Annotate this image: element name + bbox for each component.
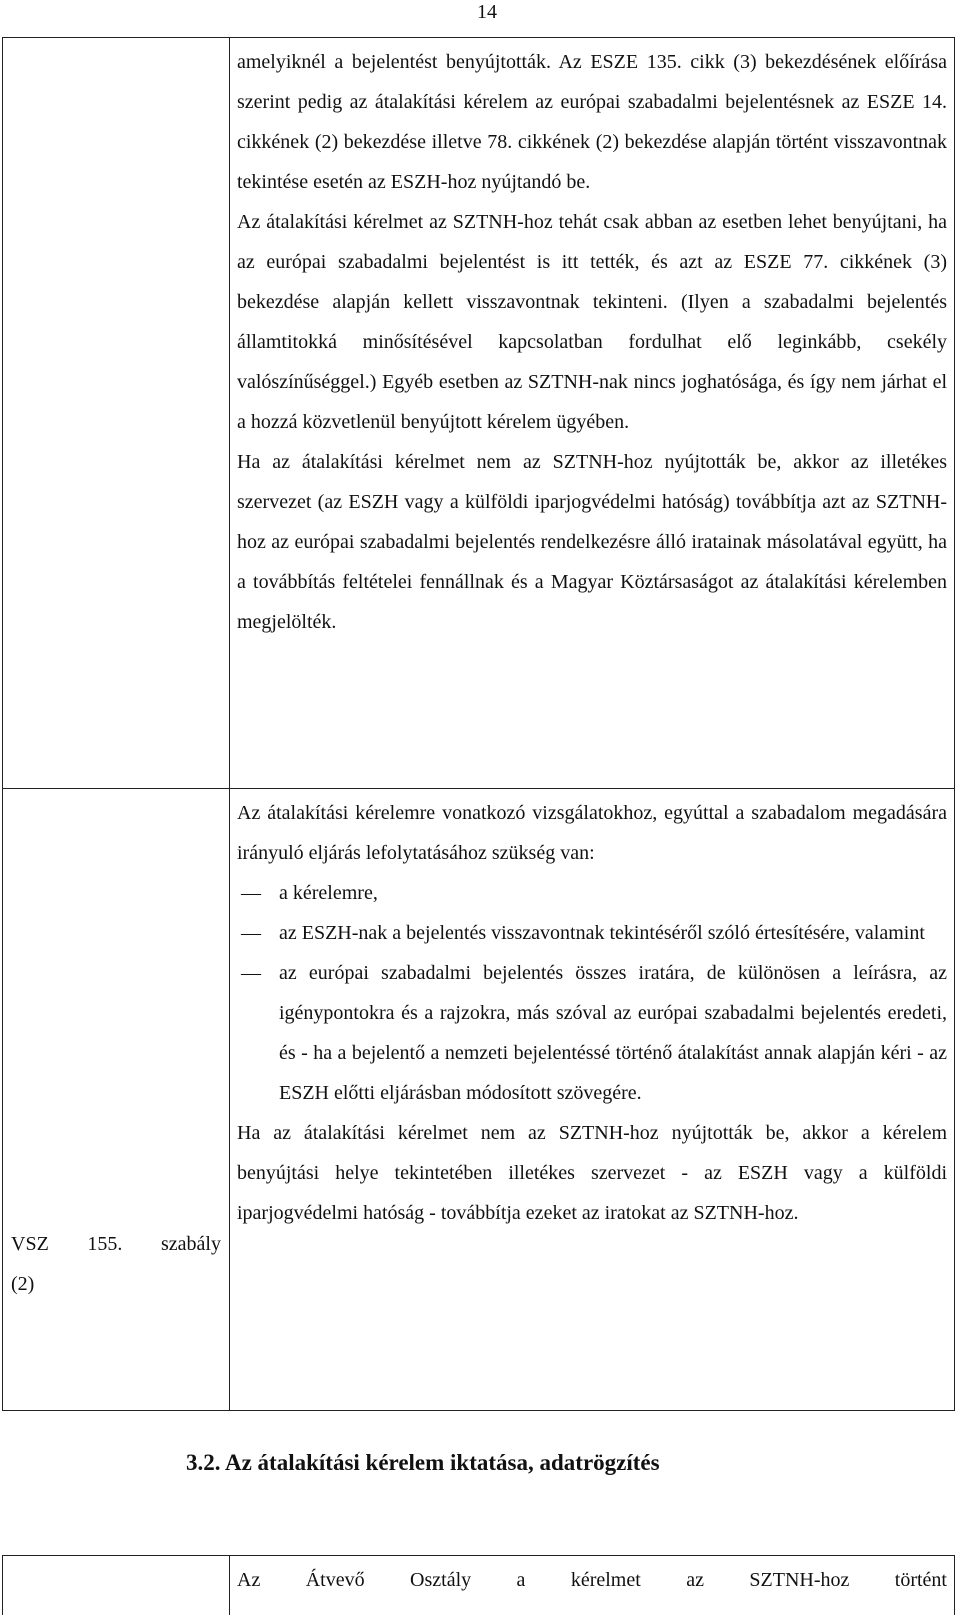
section-heading: 3.2. Az átalakítási kérelem iktatása, adatrögzítés <box>186 1450 660 1475</box>
paragraph: Az átalakítási kérelmet az SZTNH-hoz tehát csak abban az esetben lehet benyújtani, ha az európai szabadalmi bejelentést is itt tették, és azt az ESZE 77. cikkének (3) bekezdése alapján kellett visszavontnak tekinteni. (Ilyen a szabadalmi bejelentés államtitokká minősítésével kapcsolatban fordulhat elő leginkább, csekély valószínűséggel.) Egyéb esetben az SZTNH-nak nincs joghatósága, és így nem járhat el a hozzá közvetlenül benyújtott kérelem ügyében. <box>237 211 947 433</box>
column-divider <box>229 1556 230 1615</box>
requirement-list <box>237 873 947 1113</box>
reference-label-paragraph: (2) <box>11 1273 35 1295</box>
column-divider <box>229 38 230 1410</box>
next-content-cell: Az Átvevő Osztály a kérelmet az SZTNH-hoz történt <box>237 1569 947 1591</box>
page-number: 14 <box>477 1 497 23</box>
list-item: — az európai szabadalmi bejelentés összes iratára, de különösen a leírásra, az igénypontokra és a rajzokra, más szóval az európai szabadalmi bejelentés eredeti, és - ha a bejelentő a nemzeti bejelentéssé történő átalakítást annak alapján kéri - az ESZH előtti eljárásban módosított szövegére. <box>237 953 947 1113</box>
paragraph: amelyiknél a bejelentést benyújtották. Az ESZE 135. cikk (3) bekezdésének előírása szerint pedig az átalakítási kérelem az európai szabadalmi bejelentésnek az ESZE 14. cikkének (2) bekezdése illetve 78. cikkének (2) bekezdése alapján történt visszavontnak tekintése esetén az ESZH-hoz nyújtandó be. <box>237 51 947 193</box>
list-item: — az ESZH-nak a bejelentés visszavontnak tekintéséről szóló értesítésére, valamint <box>237 913 947 953</box>
list-item: — a kérelemre, <box>237 873 947 913</box>
paragraph: Az átalakítási kérelemre vonatkozó vizsgálatokhoz, egyúttal a szabadalom megadására irányuló eljárás lefolytatásához szükség van: <box>237 802 947 864</box>
paragraph: Ha az átalakítási kérelmet nem az SZTNH-hoz nyújtották be, akkor az illetékes szervezet (az ESZH vagy a külföldi iparjogvédelmi hatóság) továbbítja azt az SZTNH-hoz az európai szabadalmi bejelentés rendelkezésre álló iratainak másolatával együtt, ha a továbbítás feltételei fennállnak és a Magyar Köztársaságot az átalakítási kérelemben megjelölték. <box>237 451 947 633</box>
next-table <box>2 1555 955 1615</box>
paragraph: Ha az átalakítási kérelmet nem az SZTNH-hoz nyújtották be, akkor a kérelem benyújtási helye tekintetében illetékes szervezet - az ESZH vagy a külföldi iparjogvédelmi hatóság - továbbítja ezeket az iratokat az SZTNH-hoz. <box>237 1122 947 1224</box>
row1-content-cell <box>237 42 947 642</box>
reference-label: VSZ 155. szabály <box>11 1233 221 1255</box>
row-divider <box>3 788 954 789</box>
row2-reference-cell <box>11 1224 221 1304</box>
content-table <box>2 37 955 1411</box>
row2-content-cell <box>237 793 947 1233</box>
